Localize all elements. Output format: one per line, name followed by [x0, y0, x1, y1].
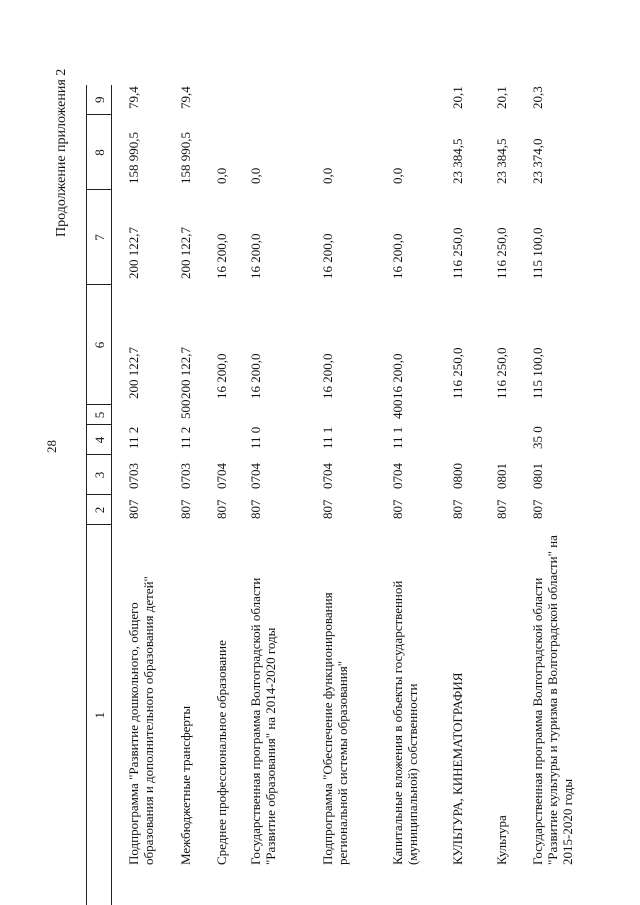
- cell-col-8: 0,0: [319, 167, 335, 184]
- row-name: Государственная программа Волгоградской области "Развитие культуры и туризма в Волгоградской области" на 2015-2020 годы: [529, 535, 575, 865]
- column-header: 3: [87, 455, 112, 495]
- cell-col-7: 16 200,0: [389, 233, 405, 279]
- cell-expense-type: [248, 405, 320, 425]
- cell-col-6: 16 200,0: [389, 353, 405, 399]
- cell-expense-type: 400: [389, 399, 405, 419]
- row-name: Капитальные вложения в объекты государственной (муниципальной) собственности: [389, 580, 420, 865]
- column-header: 2: [87, 495, 112, 525]
- table-row: [248, 85, 320, 905]
- cell-col-7: 16 200,0: [213, 233, 229, 279]
- cell-expense-type: [494, 405, 530, 425]
- cell-col-8: 23 384,5: [493, 138, 509, 184]
- column-header: 7: [87, 190, 112, 285]
- cell-col-8: 0,0: [247, 167, 263, 184]
- cell-ministry-code: 807: [126, 499, 141, 519]
- cell-col-8: 158 990,5: [126, 132, 141, 184]
- cell-expense-type: [320, 405, 390, 425]
- cell-col-6: 16 200,0: [247, 353, 263, 399]
- cell-col-8: 23 384,5: [449, 138, 465, 184]
- cell-ministry-code: 807: [319, 499, 335, 519]
- cell-col-8: 158 990,5: [177, 132, 193, 184]
- cell-target-code: [494, 425, 530, 455]
- cell-col-6: 16 200,0: [319, 353, 335, 399]
- cell-col-7: 200 122,7: [126, 227, 141, 279]
- cell-col-7: 116 250,0: [449, 227, 465, 279]
- cell-col-9: [214, 85, 248, 115]
- cell-ministry-code: 807: [389, 499, 405, 519]
- table-row: [450, 85, 494, 905]
- cell-col-6: 200 122,7: [177, 347, 193, 399]
- cell-section-code: 0703: [126, 463, 141, 489]
- cell-col-9: [390, 85, 450, 115]
- row-name: Среднее профессиональное образование: [213, 640, 229, 865]
- cell-col-8: 0,0: [213, 167, 229, 184]
- page-number: 28: [44, 440, 59, 453]
- cell-col-8: 0,0: [389, 167, 405, 184]
- table-row: [494, 85, 530, 905]
- table-row: [178, 85, 214, 905]
- cell-expense-type: 500: [177, 399, 193, 419]
- row-name: Культура: [493, 815, 509, 865]
- cell-ministry-code: 807: [529, 499, 545, 519]
- cell-section-code: 0704: [389, 463, 405, 489]
- cell-col-6: 115 100,0: [529, 347, 545, 399]
- cell-col-9: 79,4: [126, 86, 141, 109]
- table-row: [112, 85, 178, 905]
- column-header: 4: [87, 425, 112, 455]
- cell-col-8: 23 374,0: [529, 138, 545, 184]
- cell-col-7: 16 200,0: [319, 233, 335, 279]
- table-row: [390, 85, 450, 905]
- cell-expense-type: [214, 405, 248, 425]
- cell-col-9: 20,1: [449, 86, 465, 109]
- cell-col-7: 16 200,0: [247, 233, 263, 279]
- cell-ministry-code: 807: [449, 499, 465, 519]
- cell-target-code: [450, 425, 494, 455]
- column-header: 1: [87, 525, 112, 905]
- cell-col-7: 200 122,7: [177, 227, 193, 279]
- cell-target-code: 11 0: [247, 426, 263, 449]
- cell-target-code: 35 0: [529, 426, 545, 449]
- cell-ministry-code: 807: [177, 499, 193, 519]
- cell-col-9: [248, 85, 320, 115]
- row-name: Государственная программа Волгоградской области "Развитие образования" на 2014-2020 годы: [247, 577, 278, 865]
- cell-target-code: 11 2: [126, 426, 141, 449]
- column-header: 6: [87, 285, 112, 405]
- column-number-row: [87, 85, 112, 905]
- table-row: [530, 85, 584, 905]
- cell-section-code: 0801: [493, 463, 509, 489]
- cell-section-code: 0704: [213, 463, 229, 489]
- cell-section-code: 0704: [319, 463, 335, 489]
- cell-ministry-code: 807: [213, 499, 229, 519]
- cell-ministry-code: 807: [247, 499, 263, 519]
- cell-col-6: 200 122,7: [126, 347, 141, 399]
- cell-target-code: 11 2: [177, 426, 193, 449]
- cell-col-7: 115 100,0: [529, 227, 545, 279]
- row-name: Подпрограмма "Обеспечение функционирования региональной системы образования": [319, 592, 350, 865]
- cell-expense-type: [112, 405, 178, 425]
- cell-target-code: [214, 425, 248, 455]
- cell-col-9: 20,1: [493, 86, 509, 109]
- appendix-caption: Продолжение приложения 2: [54, 68, 69, 237]
- cell-col-7: 116 250,0: [493, 227, 509, 279]
- cell-col-6: 116 250,0: [493, 347, 509, 399]
- budget-table: [86, 85, 584, 905]
- cell-col-6: 16 200,0: [213, 353, 229, 399]
- cell-section-code: 0801: [529, 463, 545, 489]
- cell-col-9: 20,3: [529, 86, 545, 109]
- cell-expense-type: [530, 405, 584, 425]
- cell-section-code: 0800: [449, 463, 465, 489]
- cell-target-code: 11 1: [319, 426, 335, 449]
- column-header: 8: [87, 115, 112, 190]
- cell-section-code: 0703: [177, 463, 193, 489]
- row-name: Подпрограмма "Развитие дошкольного, общего образования и дополнительного образования детей": [126, 576, 156, 865]
- cell-ministry-code: 807: [493, 499, 509, 519]
- cell-section-code: 0704: [247, 463, 263, 489]
- row-name: Межбюджетные трансферты: [177, 705, 193, 865]
- cell-col-6: 116 250,0: [449, 347, 465, 399]
- cell-col-9: [320, 85, 390, 115]
- cell-expense-type: [450, 405, 494, 425]
- cell-col-9: 79,4: [177, 86, 193, 109]
- table-row: [214, 85, 248, 905]
- row-name: КУЛЬТУРА, КИНЕМАТОГРАФИЯ: [449, 672, 465, 865]
- column-header: 9: [87, 85, 112, 115]
- cell-target-code: 11 1: [389, 426, 405, 449]
- table-row: [320, 85, 390, 905]
- column-header: 5: [87, 405, 112, 425]
